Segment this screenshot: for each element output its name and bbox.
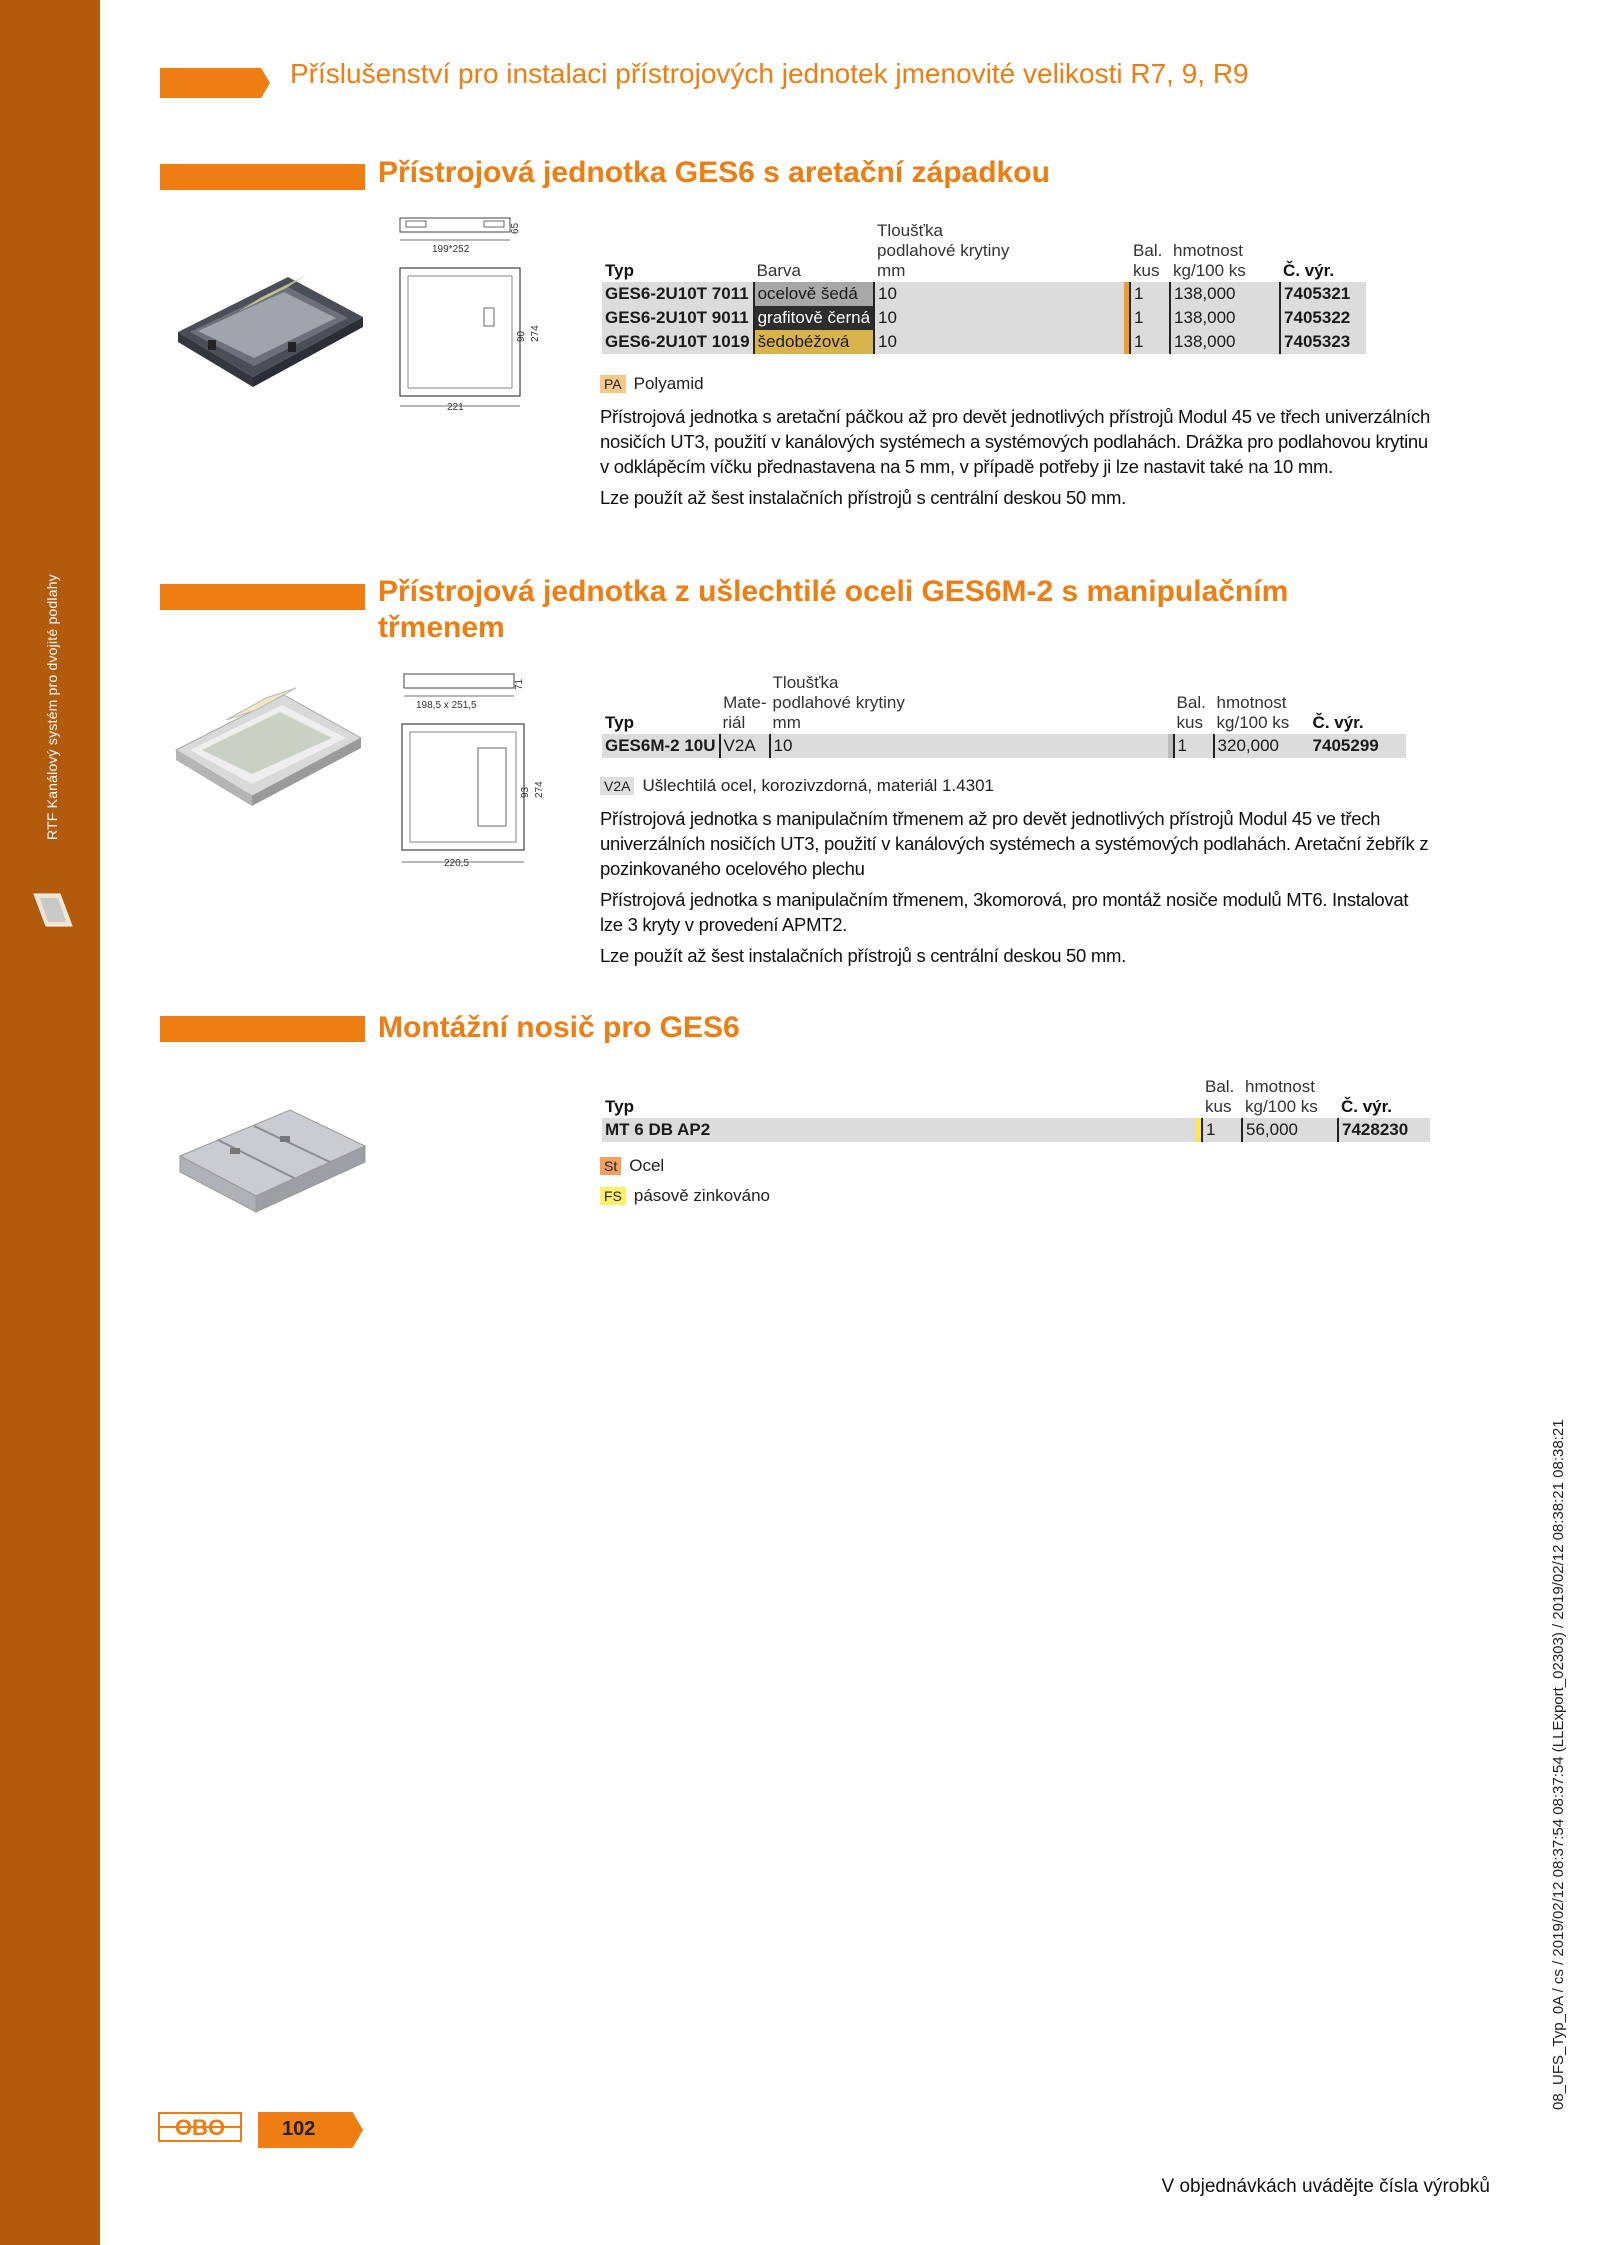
dim-side: 274 [530,325,541,342]
section-2-title-line2: třmenem [378,611,505,644]
material-label: Ušlechtilá ocel, korozivzdorná, materiál 1.4301 [642,776,994,795]
dim-top: 198,5 x 251,5 [416,700,477,711]
col-artnr: Č. výr. [1312,713,1364,732]
col-bal-l2: kus [1205,1097,1232,1116]
col-bal-l1: Bal. [1205,1077,1235,1096]
table-row [602,734,1406,758]
col-bal-l1: Bal. [1133,241,1163,260]
section-3-title: Montážní nosič pro GES6 [378,1011,740,1044]
col-weight-l2: kg/100 ks [1245,1097,1318,1116]
material-label: Ocel [629,1156,665,1175]
dim-inner: 93 [520,786,531,798]
dim-bottom: 221 [447,402,464,412]
cell-color: šedobéžová [754,330,874,354]
col-typ: Typ [605,261,634,280]
description-paragraph: Přístrojová jednotka s manipulačním třmenem až pro devět jednotlivých přístrojů Modul 45 ve třech univerzálních nosičích UT3, použití v kanálových systémech a systémových podlahách. Aretační žebřík z pozinkovaného ocelového plechu [600,808,1429,879]
description-paragraph: Přístrojová jednotka s manipulačním třmenem, 3komorová, pro montáž nosiče modulů MT6. Instalovat lze 3 kryty v provedení APMT2. [600,889,1409,935]
section-1-title: Přístrojová jednotka GES6 s aretační západkou [378,156,1050,189]
logo-text: OBO [174,2115,226,2140]
col-thickness-l3: mm [772,713,801,732]
cell-weight: 138,000 [1170,282,1280,306]
product-image-mt6 [170,1100,370,1220]
col-barva: Barva [756,261,802,280]
cell-weight: 138,000 [1170,306,1280,330]
page-number: 102 [282,2118,316,2140]
cell-artnr: 7405323 [1280,330,1366,354]
dim-height: 65 [510,222,521,234]
cell-weight: 138,000 [1170,330,1280,354]
material-v2a [600,776,994,796]
description-paragraph: Lze použít až šest instalačních přístrojů s centrální deskou 50 mm. [600,945,1126,966]
section-2-tab [160,584,365,610]
col-thickness-l1: Tloušťka [877,221,943,240]
section-1-tab [160,164,365,190]
description-ges6m [600,806,1430,974]
material-code: St [600,1157,621,1175]
cell-type: GES6M-2 10U [602,734,720,758]
col-artnr: Č. výr. [1341,1097,1393,1116]
col-bal-l1: Bal. [1176,693,1206,712]
page-title: Příslušenství pro instalaci přístrojových jednotek jmenovité velikosti R7, 9, R9 [290,58,1249,89]
cell-thickness: 10 [874,306,1124,330]
obo-logo [158,2112,242,2142]
cell-qty: 1 [1130,306,1170,330]
cell-qty: 1 [1130,282,1170,306]
table-row [602,306,1366,330]
cell-qty: 1 [1130,330,1170,354]
header-tab [160,68,270,98]
cell-thickness: 10 [874,282,1124,306]
col-weight-l1: hmotnost [1173,241,1243,260]
material-pa [600,374,704,394]
technical-drawing-ges6 [392,212,542,412]
cell-qty: 1 [1174,734,1214,758]
col-weight-l1: hmotnost [1216,693,1287,712]
table-row [602,1118,1430,1142]
col-thickness-l2: podlahové krytiny [772,693,905,712]
product-image-ges6m [166,680,366,810]
material-code: FS [600,1187,626,1205]
cell-qty: 1 [1202,1118,1242,1142]
cell-type: GES6-2U10T 7011 [602,282,754,306]
col-typ: Typ [605,1097,634,1116]
cell-artnr: 7405299 [1310,734,1406,758]
dim-inner: 90 [516,330,527,342]
material-label: pásově zinkováno [633,1186,770,1205]
print-meta: 08_UFS_Typ_0A / cs / 2019/02/12 08:37:54 08:37:54 (LLExport_02303) / 2019/02/12 08:38:21 08:38:21 [1550,1419,1567,2110]
section-3-tab [160,1016,365,1042]
material-code: PA [600,375,626,393]
col-weight-l1: hmotnost [1245,1077,1315,1096]
col-weight-l2: kg/100 ks [1173,261,1246,280]
sidebar-band [0,0,100,2245]
cell-weight: 56,000 [1242,1118,1338,1142]
col-thickness-l2: podlahové krytiny [877,241,1010,260]
material-code: V2A [600,777,634,795]
dim-bottom: 220,5 [444,858,470,869]
dim-side: 274 [534,781,545,798]
footer-note: V objednávkách uvádějte čísla výrobků [1161,2176,1490,2197]
cell-weight: 320,000 [1214,734,1310,758]
section-2-title-line1: Přístrojová jednotka z ušlechtilé oceli GES6M-2 s manipulačním [378,575,1289,608]
description-ges6 [600,404,1430,516]
product-image-ges6 [168,262,368,392]
material-st [600,1156,664,1176]
sidebar-label: RTF Kanálový systém pro dvojité podlahy [44,574,60,840]
cell-artnr: 7405321 [1280,282,1366,306]
cell-thickness: 10 [770,734,1168,758]
technical-drawing-ges6m [396,668,546,872]
cell-material: V2A [720,734,770,758]
material-fs [600,1186,770,1206]
description-paragraph: Přístrojová jednotka s aretační páčkou až pro devět jednotlivých přístrojů Modul 45 ve třech univerzálních nosičích UT3, použití v kanálových systémech a systémových podlahách. Drážka pro podlahovou krytinu v odklápěcím víčku přednastavena na 5 mm, v případě potřeby ji lze nastavit také na 10 mm. [600,406,1430,477]
description-paragraph: Lze použít až šest instalačních přístrojů s centrální deskou 50 mm. [600,487,1126,508]
cell-type: MT 6 DB AP2 [602,1118,1196,1142]
dim-height: 71 [514,678,525,690]
product-table-ges6m [602,672,1406,758]
cell-color: grafitově černá [754,306,874,330]
cell-color: ocelově šedá [754,282,874,306]
cell-type: GES6-2U10T 1019 [602,330,754,354]
col-artnr: Č. výr. [1283,261,1335,280]
product-table-mt6 [602,1076,1430,1142]
col-material-l2: riál [722,713,746,732]
col-weight-l2: kg/100 ks [1216,713,1290,732]
col-bal-l2: kus [1176,713,1204,732]
col-material-l1: Mate- [723,693,767,712]
cell-artnr: 7405322 [1280,306,1366,330]
col-typ: Typ [605,713,634,732]
material-label: Polyamid [633,374,704,393]
product-table-ges6 [602,220,1366,354]
col-bal-l2: kus [1133,261,1160,280]
cell-type: GES6-2U10T 9011 [602,306,754,330]
section-2-title [378,574,1288,646]
table-row [602,330,1366,354]
cell-artnr: 7428230 [1338,1118,1430,1142]
dim-top: 199*252 [432,244,470,255]
col-thickness-l1: Tloušťka [772,673,839,692]
sidebar-marker-icon [30,890,74,930]
cell-thickness: 10 [874,330,1124,354]
table-row [602,282,1366,306]
col-thickness-l3: mm [877,261,906,280]
